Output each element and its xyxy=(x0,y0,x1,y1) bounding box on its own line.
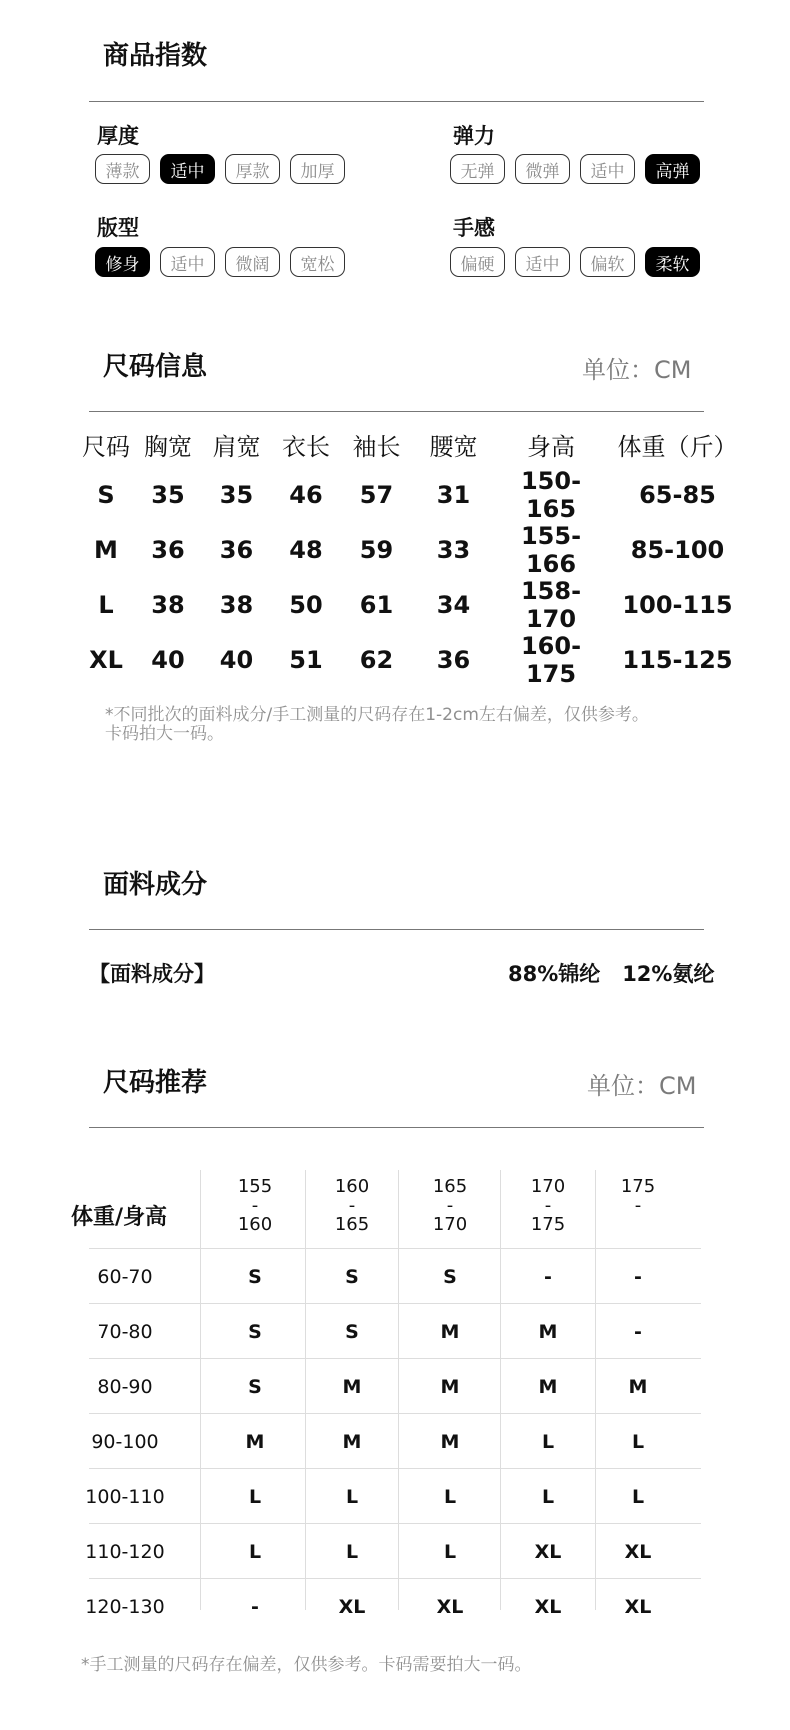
recommended-size-cell: L xyxy=(541,1486,555,1508)
option-chip: 高弹 xyxy=(645,154,700,184)
option-chip: 微弹 xyxy=(515,154,570,184)
thickness-label: 厚度 xyxy=(97,124,139,148)
size-table-cell: 35 xyxy=(219,480,254,509)
grid-row-divider xyxy=(89,1248,701,1249)
recommended-size-cell: L xyxy=(443,1486,457,1508)
size-table-cell: 38 xyxy=(151,590,185,619)
grid-column-divider xyxy=(500,1170,501,1610)
size-table-cell: 158-170 xyxy=(520,576,582,633)
size-table-cell: 150-165 xyxy=(520,466,582,523)
recommended-size-cell: M xyxy=(440,1431,460,1453)
fabric-title: 面料成分 xyxy=(103,870,208,900)
size-recommend-grid xyxy=(0,1170,790,1618)
option-chip: 偏硬 xyxy=(450,247,505,277)
height-range-part xyxy=(598,1215,678,1234)
recommended-size-cell: L xyxy=(631,1431,645,1453)
size-table-cell: 40 xyxy=(219,645,254,674)
grid-column-divider xyxy=(398,1170,399,1610)
size-table-cell: XL xyxy=(89,645,123,674)
height-range-part: - xyxy=(634,1195,642,1216)
size-table-cell: 46 xyxy=(289,480,323,509)
recommended-size-cell: M xyxy=(245,1431,265,1453)
option-chip: 柔软 xyxy=(645,247,700,277)
height-range-header xyxy=(215,1177,295,1234)
height-range-part: - xyxy=(348,1195,356,1216)
weight-range-label: 110-120 xyxy=(85,1541,165,1563)
size-table-cell: 57 xyxy=(359,480,394,509)
size-info-note-line: *不同批次的面料成分/手工测量的尺码存在1-2cm左右偏差，仅供参考。 xyxy=(105,705,649,725)
height-range-part: 165 xyxy=(334,1214,370,1235)
grid-column-divider xyxy=(200,1170,201,1610)
recommended-size-cell: L xyxy=(631,1486,645,1508)
size-table-cell: 50 xyxy=(289,590,323,619)
size-table-cell: 38 xyxy=(219,590,254,619)
size-table-header-cell: 衣长 xyxy=(282,433,330,461)
size-info-title: 尺码信息 xyxy=(103,352,208,382)
size-info-note-line: 卡码拍大一码。 xyxy=(105,724,224,744)
size-table-cell: 61 xyxy=(359,590,394,619)
elasticity-options xyxy=(450,154,700,184)
size-table-header-cell: 尺码 xyxy=(82,433,130,461)
size-table-cell: M xyxy=(94,535,118,564)
elasticity-label: 弹力 xyxy=(453,124,495,148)
recommended-size-cell: L xyxy=(248,1541,262,1563)
height-range-header xyxy=(410,1177,490,1234)
recommended-size-cell: XL xyxy=(624,1596,652,1618)
size-table-header-cell: 肩宽 xyxy=(212,433,261,461)
size-table-cell: 160-175 xyxy=(520,631,582,688)
size-table-cell: 48 xyxy=(289,535,323,564)
size-table-cell: 59 xyxy=(359,535,394,564)
size-table-header xyxy=(79,422,749,467)
grid-row-divider xyxy=(89,1578,701,1579)
recommended-size-cell: L xyxy=(541,1431,555,1453)
grid-row-divider xyxy=(89,1468,701,1469)
recommended-size-cell: S xyxy=(345,1266,359,1288)
height-range-part: 170 xyxy=(432,1214,468,1235)
height-range-part: - xyxy=(251,1195,259,1216)
option-chip: 适中 xyxy=(515,247,570,277)
size-table-cell: 40 xyxy=(151,645,185,674)
weight-range-label: 120-130 xyxy=(85,1596,165,1618)
grid-row-divider xyxy=(89,1523,701,1524)
fabric-label: 【面料成分】 xyxy=(89,962,215,986)
recommended-size-cell: M xyxy=(440,1321,460,1343)
recommended-size-cell: XL xyxy=(534,1596,562,1618)
fit-options xyxy=(95,247,345,277)
size-table-cell: 51 xyxy=(289,645,323,674)
hand-feel-options xyxy=(450,247,700,277)
divider xyxy=(89,411,704,412)
recommended-size-cell: - xyxy=(634,1321,642,1343)
recommended-size-cell: S xyxy=(248,1321,262,1343)
grid-row-divider xyxy=(89,1413,701,1414)
recommend-corner-label: 体重/身高 xyxy=(71,1205,168,1230)
grid-column-divider xyxy=(305,1170,306,1610)
size-table-cell: 62 xyxy=(359,645,394,674)
size-table-header-cell: 胸宽 xyxy=(144,433,192,461)
recommended-size-cell: S xyxy=(443,1266,457,1288)
size-table-cell: 34 xyxy=(436,590,471,619)
product-index-title: 商品指数 xyxy=(103,41,208,71)
option-chip: 适中 xyxy=(160,247,215,277)
recommend-title: 尺码推荐 xyxy=(103,1068,208,1098)
option-chip: 适中 xyxy=(580,154,635,184)
fabric-value: 88%锦纶 12%氨纶 xyxy=(508,962,715,986)
size-table-cell: 100-115 xyxy=(622,590,733,619)
recommended-size-cell: XL xyxy=(624,1541,652,1563)
recommended-size-cell: XL xyxy=(338,1596,366,1618)
height-range-part: 165 xyxy=(432,1176,468,1197)
divider xyxy=(89,929,704,930)
recommend-note: *手工测量的尺码存在偏差，仅供参考。卡码需要拍大一码。 xyxy=(81,1655,532,1675)
recommended-size-cell: L xyxy=(345,1486,359,1508)
size-table-cell: 36 xyxy=(436,645,471,674)
size-table-cell: 33 xyxy=(436,535,471,564)
size-info-table xyxy=(79,422,749,687)
option-chip: 加厚 xyxy=(290,154,345,184)
recommended-size-cell: L xyxy=(345,1541,359,1563)
recommended-size-cell: S xyxy=(345,1321,359,1343)
size-info-note xyxy=(105,706,735,744)
option-chip: 宽松 xyxy=(290,247,345,277)
option-chip: 薄款 xyxy=(95,154,150,184)
height-range-part: - xyxy=(446,1195,454,1216)
recommended-size-cell: - xyxy=(251,1596,259,1618)
height-range-part: 175 xyxy=(620,1176,656,1197)
size-table-row xyxy=(79,522,749,577)
weight-range-label: 90-100 xyxy=(91,1431,159,1453)
recommended-size-cell: M xyxy=(538,1376,558,1398)
option-chip: 适中 xyxy=(160,154,215,184)
size-info-unit: 单位：CM xyxy=(582,356,692,384)
size-table-cell: L xyxy=(98,590,114,619)
recommend-unit: 单位：CM xyxy=(587,1072,697,1100)
fit-label: 版型 xyxy=(97,216,139,240)
thickness-options xyxy=(95,154,345,184)
recommended-size-cell: S xyxy=(248,1266,262,1288)
divider xyxy=(89,101,704,102)
recommended-size-cell: XL xyxy=(534,1541,562,1563)
height-range-header xyxy=(598,1177,678,1234)
recommended-size-cell: M xyxy=(342,1431,362,1453)
size-table-header-cell: 身高 xyxy=(527,433,575,461)
height-range-part: 175 xyxy=(530,1214,566,1235)
height-range-header xyxy=(508,1177,588,1234)
size-table-cell: 155-166 xyxy=(520,521,582,578)
divider xyxy=(89,1127,704,1128)
weight-range-label: 100-110 xyxy=(85,1486,165,1508)
recommended-size-cell: M xyxy=(342,1376,362,1398)
height-range-part: 155 xyxy=(237,1176,273,1197)
recommended-size-cell: M xyxy=(628,1376,648,1398)
size-table-row xyxy=(79,632,749,687)
option-chip: 无弹 xyxy=(450,154,505,184)
height-range-part: 170 xyxy=(530,1176,566,1197)
recommended-size-cell: M xyxy=(538,1321,558,1343)
option-chip: 厚款 xyxy=(225,154,280,184)
recommended-size-cell: M xyxy=(440,1376,460,1398)
size-table-cell: 36 xyxy=(219,535,254,564)
weight-range-label: 80-90 xyxy=(97,1376,153,1398)
recommended-size-cell: S xyxy=(248,1376,262,1398)
size-table-cell: 65-85 xyxy=(639,480,716,509)
height-range-part: - xyxy=(544,1195,552,1216)
size-table-row xyxy=(79,467,749,522)
size-table-row xyxy=(79,577,749,632)
recommended-size-cell: - xyxy=(634,1266,642,1288)
size-table-cell: 36 xyxy=(151,535,185,564)
recommended-size-cell: L xyxy=(443,1541,457,1563)
size-table-cell: 115-125 xyxy=(622,645,733,674)
size-table-header-cell: 腰宽 xyxy=(429,433,478,461)
size-table-cell: 85-100 xyxy=(630,535,725,564)
option-chip: 微阔 xyxy=(225,247,280,277)
size-table-header-cell: 袖长 xyxy=(352,433,401,461)
size-table-cell: S xyxy=(97,480,115,509)
option-chip: 偏软 xyxy=(580,247,635,277)
size-table-cell: 35 xyxy=(151,480,185,509)
option-chip: 修身 xyxy=(95,247,150,277)
grid-row-divider xyxy=(89,1358,701,1359)
size-table-header-cell: 体重（斤） xyxy=(617,433,738,461)
recommended-size-cell: L xyxy=(248,1486,262,1508)
weight-range-label: 70-80 xyxy=(97,1321,153,1343)
size-table-cell: 31 xyxy=(436,480,471,509)
grid-row-divider xyxy=(89,1303,701,1304)
height-range-part: 160 xyxy=(237,1214,273,1235)
height-range-header xyxy=(312,1177,392,1234)
recommended-size-cell: - xyxy=(544,1266,552,1288)
weight-range-label: 60-70 xyxy=(97,1266,153,1288)
height-range-part: 160 xyxy=(334,1176,370,1197)
recommended-size-cell: XL xyxy=(436,1596,464,1618)
hand-feel-label: 手感 xyxy=(453,216,495,240)
